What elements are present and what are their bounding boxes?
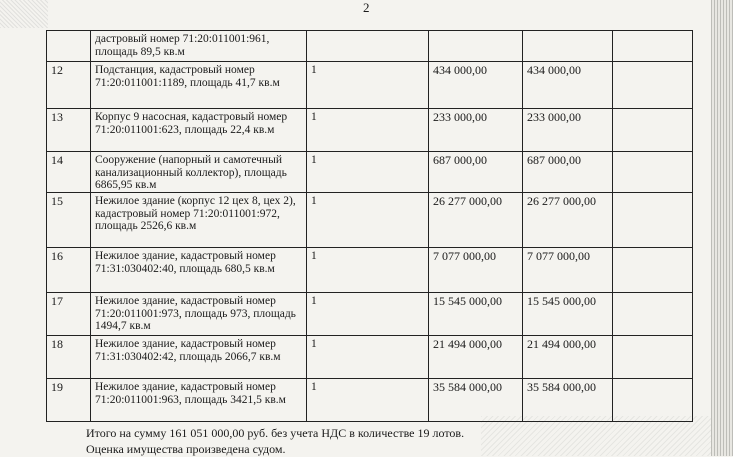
cell-price: 687 000,00 bbox=[429, 152, 523, 193]
cell-num: 16 bbox=[47, 248, 91, 293]
cell-note bbox=[613, 31, 693, 62]
cell-price: 434 000,00 bbox=[429, 62, 523, 109]
cell-num: 14 bbox=[47, 152, 91, 193]
cell-description: Нежилое здание, кадастровый номер 71:31:030402:42, площадь 2066,7 кв.м bbox=[91, 336, 307, 379]
footer-note-line: Оценка имущества произведена судом. bbox=[86, 442, 286, 456]
scan-edge-right bbox=[711, 0, 733, 456]
table-row bbox=[47, 109, 693, 152]
cell-description: Нежилое здание, кадастровый номер 71:20:011001:973, площадь 973, площадь 1494,7 кв.м bbox=[91, 293, 307, 336]
table-row bbox=[47, 248, 693, 293]
cell-note bbox=[613, 293, 693, 336]
cell-total: 26 277 000,00 bbox=[523, 193, 613, 248]
cell-price: 21 494 000,00 bbox=[429, 336, 523, 379]
cell-total: 35 584 000,00 bbox=[523, 379, 613, 422]
cell-price: 26 277 000,00 bbox=[429, 193, 523, 248]
cell-num: 15 bbox=[47, 193, 91, 248]
table-row bbox=[47, 293, 693, 336]
table-row bbox=[47, 193, 693, 248]
table-row bbox=[47, 62, 693, 109]
cell-description: Корпус 9 насосная, кадастровый номер 71:20:011001:623, площадь 22,4 кв.м bbox=[91, 109, 307, 152]
cell-total: 21 494 000,00 bbox=[523, 336, 613, 379]
table-row bbox=[47, 336, 693, 379]
cell-qty: 1 bbox=[307, 336, 429, 379]
lots-table bbox=[46, 30, 693, 422]
cell-note bbox=[613, 109, 693, 152]
cell-num: 17 bbox=[47, 293, 91, 336]
cell-description: Нежилое здание (корпус 12 цех 8, цех 2), кадастровый номер 71:20:011001:972, площадь 2526,6 кв.м bbox=[91, 193, 307, 248]
cell-total: 687 000,00 bbox=[523, 152, 613, 193]
cell-total: 7 077 000,00 bbox=[523, 248, 613, 293]
cell-price: 35 584 000,00 bbox=[429, 379, 523, 422]
scan-noise-left bbox=[0, 0, 48, 28]
cell-description: Нежилое здание, кадастровый номер 71:20:011001:963, площадь 3421,5 кв.м bbox=[91, 379, 307, 422]
footer bbox=[86, 425, 464, 457]
lots-table-body bbox=[47, 31, 693, 422]
cell-total: 434 000,00 bbox=[523, 62, 613, 109]
cell-num: 12 bbox=[47, 62, 91, 109]
table-row bbox=[47, 31, 693, 62]
cell-qty bbox=[307, 31, 429, 62]
cell-qty: 1 bbox=[307, 109, 429, 152]
cell-qty: 1 bbox=[307, 379, 429, 422]
cell-note bbox=[613, 193, 693, 248]
cell-price: 15 545 000,00 bbox=[429, 293, 523, 336]
cell-num bbox=[47, 31, 91, 62]
cell-num: 19 bbox=[47, 379, 91, 422]
cell-note bbox=[613, 62, 693, 109]
table-row bbox=[47, 379, 693, 422]
cell-qty: 1 bbox=[307, 248, 429, 293]
cell-price: 7 077 000,00 bbox=[429, 248, 523, 293]
cell-description: Подстанция, кадастровый номер 71:20:011001:1189, площадь 41,7 кв.м bbox=[91, 62, 307, 109]
cell-total bbox=[523, 31, 613, 62]
cell-num: 13 bbox=[47, 109, 91, 152]
cell-description: Нежилое здание, кадастровый номер 71:31:030402:40, площадь 680,5 кв.м bbox=[91, 248, 307, 293]
scan-noise-bottom bbox=[481, 416, 711, 456]
cell-description: Сооружение (напорный и самотечный канализационный коллектор), площадь 6865,95 кв.м bbox=[91, 152, 307, 193]
cell-qty: 1 bbox=[307, 293, 429, 336]
footer-total-line: Итого на сумму 161 051 000,00 руб. без учета НДС в количестве 19 лотов. bbox=[86, 426, 465, 440]
cell-total: 233 000,00 bbox=[523, 109, 613, 152]
cell-price: 233 000,00 bbox=[429, 109, 523, 152]
cell-qty: 1 bbox=[307, 193, 429, 248]
cell-description: дастровый номер 71:20:011001:961, площадь 89,5 кв.м bbox=[91, 31, 307, 62]
cell-price bbox=[429, 31, 523, 62]
cell-note bbox=[613, 152, 693, 193]
table-row bbox=[47, 152, 693, 193]
cell-qty: 1 bbox=[307, 152, 429, 193]
cell-note bbox=[613, 248, 693, 293]
cell-num: 18 bbox=[47, 336, 91, 379]
page-number: 2 bbox=[363, 0, 370, 15]
cell-note bbox=[613, 379, 693, 422]
cell-note bbox=[613, 336, 693, 379]
cell-total: 15 545 000,00 bbox=[523, 293, 613, 336]
cell-qty: 1 bbox=[307, 62, 429, 109]
